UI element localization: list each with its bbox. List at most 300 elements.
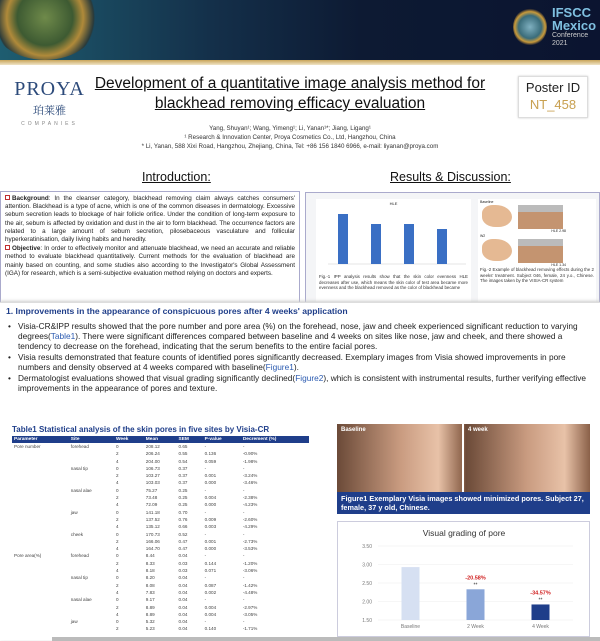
table-cell <box>69 516 114 523</box>
table-cell <box>12 487 69 494</box>
photo-label-baseline: Baseline <box>341 427 366 433</box>
table-cell <box>69 567 114 574</box>
figure1-caption: Figure1 Exemplary Visia images showed minimized pores. Subject 27, female, 37 y old, Chinese. <box>337 492 590 514</box>
figure1-link[interactable]: Figure1 <box>265 362 294 372</box>
table-cell: 0 <box>115 575 119 581</box>
table-cell: 75.27 <box>145 487 158 493</box>
table-cell: 0.140 <box>204 626 217 632</box>
table-cell: Pore area(%) <box>14 553 42 559</box>
logo-chinese: 珀莱雅 <box>33 105 66 117</box>
table-cell: - <box>242 575 245 581</box>
table-cell: - <box>242 553 245 559</box>
photo-label-4week: 4 week <box>468 427 488 433</box>
table-cell: 0.47 <box>178 546 188 552</box>
table-cell <box>12 494 69 501</box>
table-cell <box>69 472 114 479</box>
table-cell: 0.004 <box>204 495 217 501</box>
table-cell: Pore number <box>14 444 41 449</box>
table-row <box>12 509 309 516</box>
table-cell <box>12 538 69 545</box>
table-cell: -3.05% <box>242 611 258 617</box>
table-cell: 4 <box>115 502 119 508</box>
table-cell <box>12 509 69 516</box>
table-cell: 5.32 <box>145 619 155 625</box>
visia-photo <box>337 424 590 492</box>
table-cell: 0 <box>115 509 119 515</box>
table-cell: 2 <box>115 451 119 457</box>
table-cell: -1.98% <box>242 458 258 464</box>
table-cell: 2 <box>115 473 119 479</box>
pores-table <box>12 436 309 633</box>
authors-block <box>60 124 520 151</box>
table-cell <box>12 516 69 523</box>
table-row <box>12 523 309 530</box>
table-cell: nasal alae <box>70 487 92 493</box>
table-cell <box>69 479 114 486</box>
table-cell: 8.89 <box>145 604 155 610</box>
poster-id-box <box>518 76 588 118</box>
fig1-caption: Fig.-1 IPP analysis results show that the skin color evenness HLE decreases after use, which means the skin color of test area became more evenness and the blackhead removed as the color of blackhead became <box>319 274 468 290</box>
table-cell: 0.70 <box>178 509 188 515</box>
table-cell: 0.47 <box>178 538 188 544</box>
results-panel <box>0 302 600 640</box>
table-cell: 0.004 <box>204 611 217 617</box>
table-cell: - <box>204 597 207 603</box>
table-cell: jaw <box>70 509 78 515</box>
poster-title: Development of a quantitative image analysis method for blackhead removing efficacy evaluation <box>94 75 486 112</box>
face-image <box>518 239 563 263</box>
table-cell: 0.000 <box>204 502 217 508</box>
fig2-value: HLE 2.98 <box>551 229 566 233</box>
table-row <box>12 560 309 567</box>
table-cell: 8.33 <box>145 560 155 566</box>
table-cell: - <box>204 553 207 559</box>
table-cell: forehead <box>70 444 89 449</box>
table-row <box>12 472 309 479</box>
table-cell: 166.06 <box>145 538 160 544</box>
table-cell <box>69 589 114 596</box>
table-cell <box>12 611 69 618</box>
table-cell: 2 <box>115 516 119 522</box>
table-cell <box>12 523 69 530</box>
table-row <box>12 611 309 618</box>
table-cell <box>12 589 69 596</box>
fig2-label-baseline: Baseline <box>480 200 494 204</box>
hle-bar <box>437 229 447 264</box>
significance-mark: ** <box>473 582 478 589</box>
table-cell: -2.73% <box>242 538 258 544</box>
bar <box>402 567 420 620</box>
table-cell: 0.37 <box>178 473 188 479</box>
table-cell: nasal tip <box>70 465 88 471</box>
finding-text: Visia-CR&IPP results showed that the pore number and pore area (%) on the forehead, nose, jaw and cheek experienced significant reduction to varying degrees( <box>18 321 578 341</box>
table-cell <box>12 472 69 479</box>
table-cell: 0.66 <box>178 524 188 530</box>
table-cell: 0 <box>115 619 119 625</box>
nose-figure <box>478 199 596 304</box>
table-cell: cheek <box>70 531 84 537</box>
results-heading: Results & Discussion: <box>390 170 511 184</box>
table1-link[interactable]: Table1 <box>50 331 76 341</box>
column-header: P-value <box>203 436 241 443</box>
table-cell: 0.03 <box>178 560 188 566</box>
table-cell <box>12 604 69 611</box>
poster-id-value: NT_458 <box>529 97 577 112</box>
table-cell: -2.60% <box>242 516 258 522</box>
table-cell: -0.90% <box>242 451 258 457</box>
table-cell <box>69 458 114 465</box>
table-cell: - <box>204 465 207 471</box>
divider <box>0 60 600 65</box>
table-cell: -1.20% <box>242 560 258 566</box>
y-tick-label: 2.50 <box>362 581 372 587</box>
table-cell <box>69 625 114 632</box>
table-cell <box>69 604 114 611</box>
table-cell: - <box>242 465 245 471</box>
table-row <box>12 538 309 545</box>
hle-chart-title: HLE <box>389 201 398 206</box>
table-cell: 0.04 <box>178 626 188 632</box>
table-row <box>12 487 309 494</box>
table-cell: 0.001 <box>204 538 217 544</box>
x-tick-label: 2 Week <box>467 624 484 630</box>
table-cell: - <box>204 487 207 493</box>
table-cell: - <box>242 619 245 625</box>
table-cell: 0 <box>115 444 119 449</box>
table-cell: 0.03 <box>178 568 188 574</box>
table-cell <box>12 501 69 508</box>
bar-annotation: -20.58% <box>465 575 486 582</box>
background-label: Background <box>12 195 49 202</box>
results-box <box>305 192 600 307</box>
table-cell: 106.73 <box>145 465 160 471</box>
table-cell: 4 <box>115 546 119 552</box>
table-cell: 0.25 <box>178 495 188 501</box>
table-cell: 0.000 <box>204 546 217 552</box>
table-cell: -1.42% <box>242 582 258 588</box>
table-cell: 0.059 <box>204 458 217 464</box>
table-row <box>12 582 309 589</box>
table-cell <box>12 560 69 567</box>
table-cell: 0.04 <box>178 611 188 617</box>
table-cell: 0.55 <box>178 451 188 457</box>
table-cell: - <box>242 509 245 515</box>
table-cell: jaw <box>70 619 78 625</box>
table-cell: 8.89 <box>145 611 155 617</box>
table-row <box>12 501 309 508</box>
table-cell: 2 <box>115 560 119 566</box>
table-cell: -3.24% <box>242 473 258 479</box>
table-cell: 8.18 <box>145 568 155 574</box>
table-row <box>12 545 309 552</box>
table-cell: -3.46% <box>242 480 258 486</box>
column-header: SEM <box>177 436 203 443</box>
table-cell: 0.04 <box>178 553 188 559</box>
table-cell: 0.04 <box>178 582 188 588</box>
scrollbar[interactable] <box>52 637 600 641</box>
poster-id-label: Poster ID <box>525 80 581 95</box>
table-row <box>12 552 309 559</box>
table-cell: 2 <box>115 604 119 610</box>
hle-bar <box>338 214 348 264</box>
table-cell <box>12 618 69 625</box>
table-row <box>12 618 309 625</box>
bar <box>532 604 550 620</box>
table-cell: 0 <box>115 487 119 493</box>
table-row <box>12 479 309 486</box>
x-tick-label: 4 Week <box>532 624 549 630</box>
table-row <box>12 450 309 457</box>
table-cell: 8.08 <box>145 582 155 588</box>
ifscc-logo <box>552 6 600 48</box>
bar-annotation: -34.57% <box>530 590 551 597</box>
table-cell: 0.52 <box>178 531 188 537</box>
table-cell: 73.48 <box>145 495 158 501</box>
contact: * Li, Yanan, 588 Xixi Road, Hangzhou, Zhejiang, China, Tel: +86 156 1840 6966, e-mail: liyanan@proya.com <box>141 143 439 150</box>
table-cell: -1.71% <box>242 626 258 632</box>
finding-item <box>18 352 596 372</box>
table-cell: 5.23 <box>145 626 155 632</box>
table-cell <box>12 531 69 538</box>
table-cell: 135.12 <box>145 524 160 530</box>
column-header: Decrement (%) <box>241 436 309 443</box>
table-cell: nasal alae <box>70 597 92 603</box>
table-cell: 0.071 <box>204 568 217 574</box>
bar <box>467 589 485 620</box>
photo-divider <box>462 424 464 492</box>
table-cell: - <box>204 575 207 581</box>
ifscc-org: IFSCC <box>552 5 591 20</box>
table-cell: -4.29% <box>242 524 258 530</box>
figure2-link[interactable]: Figure2 <box>295 373 324 383</box>
findings-list <box>18 321 596 394</box>
table-row <box>12 465 309 472</box>
table-cell: 0.009 <box>204 516 217 522</box>
table-cell: - <box>204 509 207 515</box>
table-row <box>12 567 309 574</box>
background-text: : In the cleanser category, blackhead removing claim always catches consumers' attention. Blackhead is a type of acne, which is one of the common diseases in dermatology. Excessive sebum secretion leads to blockage of hair follicle orifice. Under the condition of long-term exposure to the air, sebum is affected by oxidation and dust in the air to form blackhead. The occurrence factors are related to a large amount of sebum secretion, pilosebaceous vasculature and follicular hyperkeratinisation, daily living habits and heredity. <box>5 195 295 244</box>
table-cell <box>12 567 69 574</box>
table-cell <box>69 560 114 567</box>
table-cell: 206.24 <box>145 451 160 457</box>
finding-text: ), which is consistent with instrumental results, further verifying effective improvements in the appearance of pores and texture. <box>18 373 587 393</box>
proya-logo <box>12 78 87 127</box>
table-cell <box>69 582 114 589</box>
face-image <box>518 205 563 229</box>
table-cell: 0.04 <box>178 604 188 610</box>
table-cell: - <box>242 487 245 493</box>
table-cell: 0.04 <box>178 597 188 603</box>
table-cell: 0.37 <box>178 465 188 471</box>
table-cell: 0.002 <box>204 589 217 595</box>
table-cell: 204.00 <box>145 458 160 464</box>
table-row <box>12 574 309 581</box>
ifscc-emblem-icon <box>513 8 547 46</box>
y-tick-label: 3.50 <box>362 544 372 550</box>
table-cell: 0.004 <box>204 604 217 610</box>
affiliation: ¹ Research & Innovation Center, Proya Cosmetics Co., Ltd, Hangzhou, China <box>184 134 396 141</box>
table-cell: 208.12 <box>145 444 160 449</box>
fig2-value: HLE 1.34 <box>551 263 566 267</box>
table-row <box>12 589 309 596</box>
table-cell: 0 <box>115 597 119 603</box>
table-cell: 0.001 <box>204 473 217 479</box>
objective-text: : In order to effectively monitor and attenuate blackhead, we need an accurate and reliable method to evaluate blackhead quantitatively. Current methods for the evaluation of blackhead are mainly based on counting, and some studies also according to the Investigator's Global Assessment (IGA) for research, which is a semi-subjective evaluation method relying on doctors and experts. <box>5 245 295 277</box>
table-cell: 8.44 <box>145 553 155 559</box>
table-row <box>12 596 309 603</box>
table-cell: 0.136 <box>204 451 217 457</box>
table-row <box>12 516 309 523</box>
bullet-square-icon <box>5 245 10 250</box>
table-cell: 4 <box>115 589 119 595</box>
column-header: Mean <box>144 436 177 443</box>
table-cell: 0.25 <box>178 487 188 493</box>
hle-chart <box>316 206 471 268</box>
fig2-caption: Fig.-2 Example of blackhead removing effects during the 2 weeks' treatment. Subject 046, female, 24 y.o., Chinese. The images taken by the VISIA-CR system <box>480 267 594 283</box>
column-header: Site <box>69 436 114 443</box>
chart-svg <box>338 522 590 636</box>
ifscc-place: Mexico <box>552 18 597 33</box>
table-row <box>12 443 309 450</box>
table-cell: 0.087 <box>204 582 217 588</box>
table-cell <box>12 574 69 581</box>
table-cell <box>69 545 114 552</box>
table-cell: 0.003 <box>204 524 217 530</box>
table-cell: 4 <box>115 524 119 530</box>
table-cell <box>69 611 114 618</box>
author-names: Yang, Shuyan¹; Wang, Yimeng¹; Li, Yanan¹*; Jiang, Ligang¹ <box>209 125 371 132</box>
table-cell: - <box>242 444 245 449</box>
table-cell: -3.06% <box>242 568 258 574</box>
hle-bar <box>404 224 414 264</box>
finding-text: Dermatologist evaluations showed that visual grading significantly declined( <box>18 373 296 383</box>
visual-grading-chart <box>337 521 590 637</box>
table-cell: 0.04 <box>178 575 188 581</box>
table-cell: 0.25 <box>178 502 188 508</box>
table-cell: 8.20 <box>145 575 155 581</box>
y-tick-label: 1.50 <box>362 618 372 624</box>
table-cell: -2.97% <box>242 604 258 610</box>
fig2-label-w2: W2 <box>480 234 486 238</box>
table-cell: 0.144 <box>204 560 217 566</box>
table-cell <box>12 625 69 632</box>
table-row <box>12 531 309 538</box>
table-cell <box>12 465 69 472</box>
table-title: Table1 Statistical analysis of the skin pores in five sites by Visia-CR <box>12 425 270 434</box>
table-cell: 2 <box>115 582 119 588</box>
table-cell: 0 <box>115 465 119 471</box>
table-cell: - <box>204 619 207 625</box>
bullet-square-icon <box>5 195 10 200</box>
ifscc-event: Conference 2021 <box>552 32 589 47</box>
table-cell <box>69 501 114 508</box>
x-tick-label: Baseline <box>400 624 421 630</box>
hle-bar <box>371 224 381 264</box>
table-cell: 170.73 <box>145 531 160 537</box>
table-row <box>12 625 309 632</box>
intro-heading: Introduction: <box>142 170 211 184</box>
table-cell: -2.38% <box>242 495 258 501</box>
section-heading: 1. Improvements in the appearance of conspicuous pores after 4 weeks' application <box>6 306 348 316</box>
table-cell: 103.03 <box>145 480 160 486</box>
table-cell: 0.54 <box>178 458 188 464</box>
table-cell: 72.09 <box>145 502 158 508</box>
table-cell: -3.53% <box>242 546 258 552</box>
table-cell <box>69 538 114 545</box>
table-cell: -4.23% <box>242 502 258 508</box>
significance-mark: ** <box>538 597 543 604</box>
table-cell: 2 <box>115 495 119 501</box>
table-cell: 0.04 <box>178 619 188 625</box>
finding-text: Visia results demonstrated that feature counts of identified pores significantly decreased. Exemplary images from Visia showed improvements in pore numbers and density observed at 4 weeks compared with baseline( <box>18 352 566 372</box>
table-row <box>12 604 309 611</box>
y-tick-label: 3.00 <box>362 562 372 569</box>
finding-text: ). There were significant differences compared between baseline and 4 weeks on sites like nose, jaw and cheek, and there showed a tendency to decrease on the forehead, indicating that the serum benefits to the entire facial pores. <box>18 331 563 351</box>
table-cell: 137.52 <box>145 516 160 522</box>
table-cell: - <box>242 531 245 537</box>
y-tick-label: 2.00 <box>362 599 372 606</box>
table-cell: 4 <box>115 568 119 574</box>
intro-box <box>0 191 300 311</box>
table-cell: 0.76 <box>178 516 188 522</box>
table-cell: 0 <box>115 531 119 537</box>
table-cell: 9.17 <box>145 597 155 603</box>
nose-image <box>482 239 512 261</box>
logo-brand: PROYA <box>14 78 85 100</box>
table-cell: 2 <box>115 626 119 632</box>
table-cell: 0.04 <box>178 589 188 595</box>
table-cell: 2 <box>115 538 119 544</box>
finding-text: ). <box>293 362 299 372</box>
objective-label: Objective <box>12 245 41 253</box>
table-cell: forehead <box>70 553 89 559</box>
finding-item <box>18 373 596 393</box>
table-cell: 0.37 <box>178 480 188 486</box>
nose-image <box>482 205 512 227</box>
table-cell: 103.27 <box>145 473 160 479</box>
table-row <box>12 494 309 501</box>
column-header: Parameter <box>12 436 69 443</box>
logo-sub: COMPANIES <box>21 121 78 127</box>
table-header-row <box>12 436 309 443</box>
table-cell <box>69 450 114 457</box>
table-cell <box>12 582 69 589</box>
table-cell: 4 <box>115 458 119 464</box>
table-cell <box>69 494 114 501</box>
table-cell: 0.000 <box>204 480 217 486</box>
table-cell: nasal tip <box>70 575 88 581</box>
table-cell <box>69 523 114 530</box>
table-cell <box>12 596 69 603</box>
table-cell <box>12 479 69 486</box>
table-cell: 164.70 <box>145 546 160 552</box>
table-cell: 4 <box>115 480 119 486</box>
table-row <box>12 458 309 465</box>
table-cell: -4.48% <box>242 589 258 595</box>
table-cell <box>12 450 69 457</box>
table-cell: - <box>204 444 207 449</box>
table-cell: - <box>242 597 245 603</box>
table-cell <box>12 545 69 552</box>
table-cell: 141.18 <box>145 509 160 515</box>
chart-title: Visual grading of pore <box>422 528 506 538</box>
table-cell: - <box>204 531 207 537</box>
hle-figure <box>316 199 471 304</box>
table-cell: 0 <box>115 553 119 559</box>
table-cell: 7.83 <box>145 589 155 595</box>
column-header: Week <box>114 436 144 443</box>
table-cell: 4 <box>115 611 119 617</box>
